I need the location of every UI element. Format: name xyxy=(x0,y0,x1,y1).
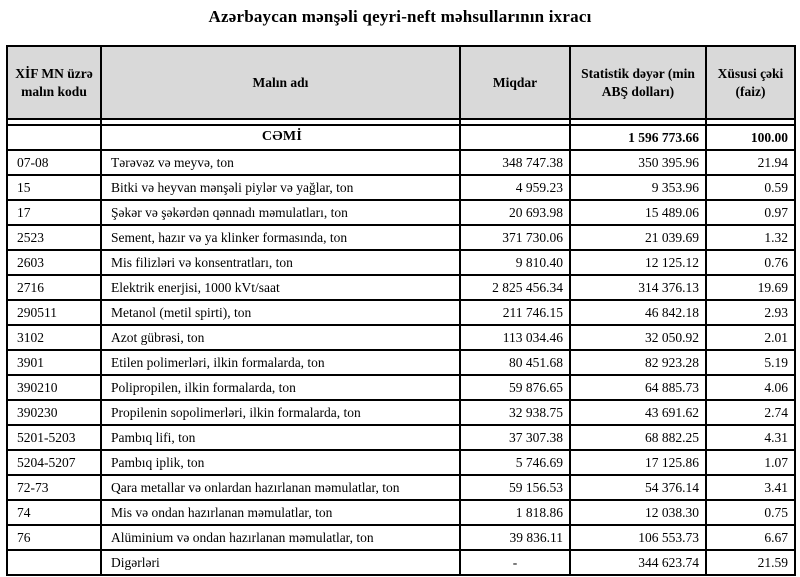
share-cell: 0.97 xyxy=(706,200,795,225)
code-cell: 390210 xyxy=(7,375,101,400)
share-cell: 5.19 xyxy=(706,350,795,375)
value-cell: 32 050.92 xyxy=(570,325,706,350)
share-cell: 19.69 xyxy=(706,275,795,300)
col-header-share: Xüsusi çəki (faiz) xyxy=(706,46,795,119)
quantity-cell: 37 307.38 xyxy=(460,425,570,450)
table-row xyxy=(7,425,795,450)
code-cell: 2716 xyxy=(7,275,101,300)
name-cell: Pambıq lifi, ton xyxy=(101,425,460,450)
value-cell: 68 882.25 xyxy=(570,425,706,450)
value-cell: 1 596 773.66 xyxy=(570,125,706,150)
col-header-name: Malın adı xyxy=(101,46,460,119)
quantity-cell: 1 818.86 xyxy=(460,500,570,525)
quantity-cell: 5 746.69 xyxy=(460,450,570,475)
quantity-cell: 32 938.75 xyxy=(460,400,570,425)
code-cell: 290511 xyxy=(7,300,101,325)
table-row xyxy=(7,400,795,425)
table-row xyxy=(7,350,795,375)
name-cell: Pambıq iplik, ton xyxy=(101,450,460,475)
share-cell: 1.32 xyxy=(706,225,795,250)
table-row xyxy=(7,200,795,225)
value-cell: 12 125.12 xyxy=(570,250,706,275)
value-cell: 54 376.14 xyxy=(570,475,706,500)
share-cell: 1.07 xyxy=(706,450,795,475)
share-cell: 21.94 xyxy=(706,150,795,175)
quantity-cell: 59 156.53 xyxy=(460,475,570,500)
col-header-code: XİF MN üzrə malın kodu xyxy=(7,46,101,119)
name-cell: Tərəvəz və meyvə, ton xyxy=(101,150,460,175)
table-row xyxy=(7,475,795,500)
quantity-cell: 39 836.11 xyxy=(460,525,570,550)
header-row xyxy=(7,46,795,119)
quantity-cell: 59 876.65 xyxy=(460,375,570,400)
name-cell: CƏMİ xyxy=(101,125,460,150)
table-row xyxy=(7,300,795,325)
code-cell: 76 xyxy=(7,525,101,550)
code-cell: 07-08 xyxy=(7,150,101,175)
code-cell: 5201-5203 xyxy=(7,425,101,450)
share-cell: 4.31 xyxy=(706,425,795,450)
value-cell: 12 038.30 xyxy=(570,500,706,525)
quantity-cell: 348 747.38 xyxy=(460,150,570,175)
code-cell: 390230 xyxy=(7,400,101,425)
code-cell: 72-73 xyxy=(7,475,101,500)
code-cell: 5204-5207 xyxy=(7,450,101,475)
code-cell: 15 xyxy=(7,175,101,200)
name-cell: Azot gübrəsi, ton xyxy=(101,325,460,350)
name-cell: Mis və ondan hazırlanan məmulatlar, ton xyxy=(101,500,460,525)
name-cell: Digərləri xyxy=(101,550,460,575)
export-table xyxy=(6,45,796,576)
table-row xyxy=(7,325,795,350)
quantity-cell: 9 810.40 xyxy=(460,250,570,275)
quantity-cell: 2 825 456.34 xyxy=(460,275,570,300)
share-cell: 4.06 xyxy=(706,375,795,400)
table-row xyxy=(7,175,795,200)
value-cell: 350 395.96 xyxy=(570,150,706,175)
value-cell: 17 125.86 xyxy=(570,450,706,475)
name-cell: Şəkər və şəkərdən qənnadı məmulatları, ton xyxy=(101,200,460,225)
page-title: Azərbaycan mənşəli qeyri-neft məhsullarının ixracı xyxy=(208,7,592,26)
table-row xyxy=(7,450,795,475)
quantity-cell xyxy=(460,125,570,150)
table-row xyxy=(7,275,795,300)
table-row xyxy=(7,225,795,250)
value-cell: 46 842.18 xyxy=(570,300,706,325)
code-cell xyxy=(7,125,101,150)
code-cell: 74 xyxy=(7,500,101,525)
name-cell: Etilen polimerləri, ilkin formalarda, ton xyxy=(101,350,460,375)
quantity-cell: 20 693.98 xyxy=(460,200,570,225)
name-cell: Alüminium və ondan hazırlanan məmulatlar, ton xyxy=(101,525,460,550)
quantity-cell: 80 451.68 xyxy=(460,350,570,375)
name-cell: Elektrik enerjisi, 1000 kVt/saat xyxy=(101,275,460,300)
others-row xyxy=(7,550,795,575)
quantity-cell: 211 746.15 xyxy=(460,300,570,325)
code-cell: 3901 xyxy=(7,350,101,375)
code-cell: 2523 xyxy=(7,225,101,250)
name-cell: Propilenin sopolimerləri, ilkin formalarda, ton xyxy=(101,400,460,425)
code-cell xyxy=(7,550,101,575)
share-cell: 0.76 xyxy=(706,250,795,275)
code-cell: 17 xyxy=(7,200,101,225)
value-cell: 106 553.73 xyxy=(570,525,706,550)
col-header-value: Statistik dəyər (min ABŞ dolları) xyxy=(570,46,706,119)
share-cell: 6.67 xyxy=(706,525,795,550)
quantity-cell: 371 730.06 xyxy=(460,225,570,250)
col-header-quantity: Miqdar xyxy=(460,46,570,119)
share-cell: 2.01 xyxy=(706,325,795,350)
code-cell: 3102 xyxy=(7,325,101,350)
name-cell: Metanol (metil spirti), ton xyxy=(101,300,460,325)
code-cell: 2603 xyxy=(7,250,101,275)
table-row xyxy=(7,375,795,400)
quantity-cell: - xyxy=(460,550,570,575)
name-cell: Mis filizləri və konsentratları, ton xyxy=(101,250,460,275)
name-cell: Qara metallar və onlardan hazırlanan məmulatlar, ton xyxy=(101,475,460,500)
share-cell: 21.59 xyxy=(706,550,795,575)
table-row xyxy=(7,525,795,550)
table-row xyxy=(7,500,795,525)
name-cell: Sement, hazır və ya klinker formasında, ton xyxy=(101,225,460,250)
quantity-cell: 4 959.23 xyxy=(460,175,570,200)
share-cell: 100.00 xyxy=(706,125,795,150)
name-cell: Bitki və heyvan mənşəli piylər və yağlar, ton xyxy=(101,175,460,200)
value-cell: 314 376.13 xyxy=(570,275,706,300)
share-cell: 2.93 xyxy=(706,300,795,325)
value-cell: 82 923.28 xyxy=(570,350,706,375)
total-row xyxy=(7,125,795,150)
value-cell: 43 691.62 xyxy=(570,400,706,425)
quantity-cell: 113 034.46 xyxy=(460,325,570,350)
share-cell: 0.59 xyxy=(706,175,795,200)
table-row xyxy=(7,250,795,275)
value-cell: 344 623.74 xyxy=(570,550,706,575)
name-cell: Polipropilen, ilkin formalarda, ton xyxy=(101,375,460,400)
value-cell: 15 489.06 xyxy=(570,200,706,225)
share-cell: 3.41 xyxy=(706,475,795,500)
table-row xyxy=(7,150,795,175)
value-cell: 21 039.69 xyxy=(570,225,706,250)
value-cell: 64 885.73 xyxy=(570,375,706,400)
value-cell: 9 353.96 xyxy=(570,175,706,200)
share-cell: 2.74 xyxy=(706,400,795,425)
share-cell: 0.75 xyxy=(706,500,795,525)
